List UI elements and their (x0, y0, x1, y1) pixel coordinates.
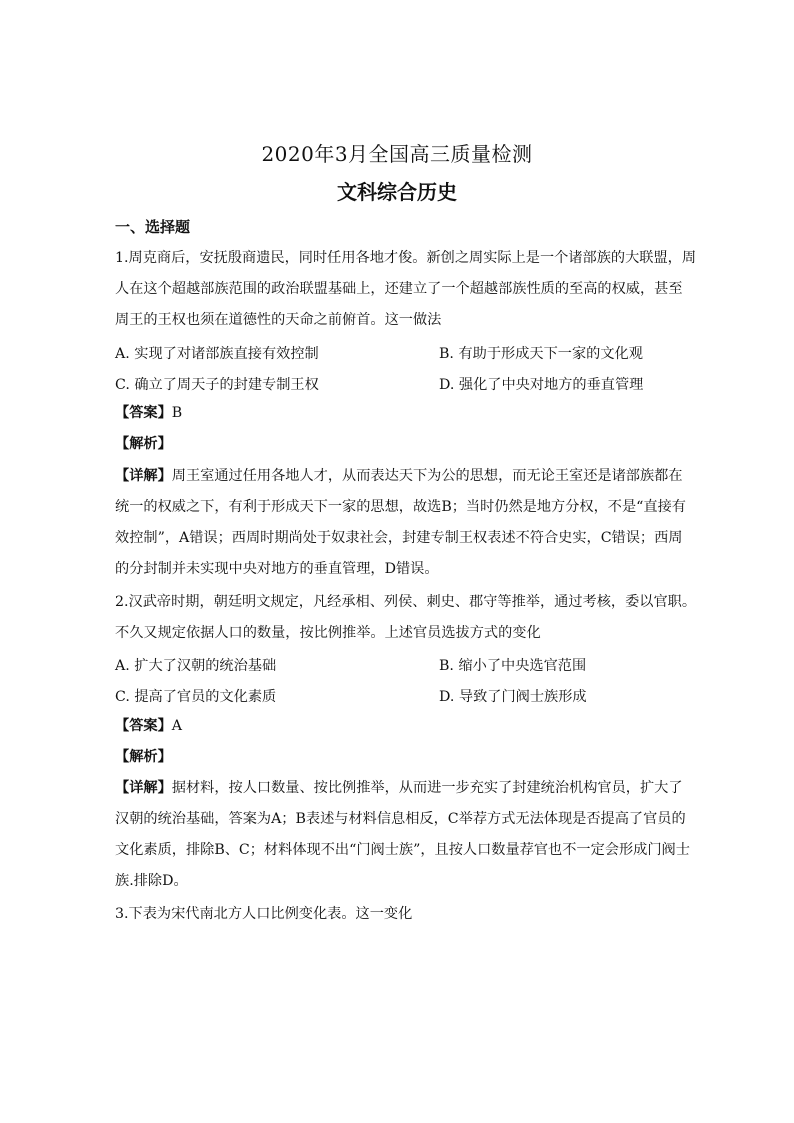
q1-option-a: A. 实现了对诸部族直接有效控制 (115, 346, 319, 362)
page-title: 2020年3月全国高三质量检测 (261, 142, 533, 166)
q2-detail-line-1 (115, 778, 683, 798)
q1-option-b: B. 有助于形成天下一家的文化观 (439, 346, 643, 362)
q1-analysis-tag: 【解析】 (115, 436, 172, 452)
q1-option-d: D. 强化了中央对地方的垂直管理 (439, 377, 644, 393)
q2-detail-line-4: 族.排除D。 (115, 873, 188, 889)
section-heading: 一、选择题 (115, 218, 191, 236)
q2-detail-line-2: 汉朝的统治基础，答案为A；B表述与材料信息相反，C举荐方式无法体现是否提高了官员的 (115, 811, 686, 827)
q3-stem-line-1: 3.下表为宋代南北方人口比例变化表。这一变化 (115, 906, 413, 922)
q2-stem-line-1: 2.汉武帝时期，朝廷明文规定，凡经承相、列侯、刺史、郡守等推举，通过考核，委以官职。 (115, 594, 697, 610)
q1-detail-line-2: 统一的权威之下，有利于形成天下一家的思想，故选B；当时仍然是地方分权，不是“直接有 (115, 499, 686, 515)
q2-answer (115, 716, 182, 736)
q1-stem-line-3: 周王的王权也须在道德性的天命之前俯首。这一做法 (115, 312, 442, 328)
answer-tag: 【答案】 (115, 405, 172, 421)
answer-value: A (171, 718, 183, 734)
q2-option-d: D. 导致了门阀士族形成 (439, 689, 587, 705)
page-subtitle: 文科综合历史 (337, 180, 457, 204)
detail-text: 周王室通过任用各地人才，从而表达天下为公的思想，而无论王室还是诸部族都在 (171, 468, 683, 484)
q2-analysis-tag: 【解析】 (115, 749, 172, 765)
q2-option-b: B. 缩小了中央选官范围 (439, 658, 587, 674)
q2-detail-line-3: 文化素质，排除B、C；材料体现不出“门阀士族”，且按人口数量荐官也不一定会形成门阀士 (115, 842, 690, 858)
q1-detail-line-3: 效控制”，A错误；西周时期尚处于奴隶社会，封建专制王权表述不符合史实，C错误；西周 (115, 530, 683, 546)
detail-tag: 【详解】 (115, 468, 172, 484)
q1-detail-line-4: 的分封制并未实现中央对地方的垂直管理，D错误。 (115, 561, 439, 577)
q1-stem-line-2: 人在这个超越部族范围的政治联盟基础上，还建立了一个超越部族性质的至高的权威，甚至 (115, 281, 683, 297)
detail-tag: 【详解】 (115, 780, 172, 796)
q1-answer (115, 403, 182, 423)
answer-tag: 【答案】 (115, 718, 172, 734)
detail-text: 据材料，按人口数量、按比例推举，从而进一步充实了封建统治机构官员，扩大了 (171, 780, 683, 796)
q2-stem-line-2: 不久又规定依据人口的数量，按比例推举。上述官员选拔方式的变化 (115, 625, 541, 641)
q1-option-c: C. 确立了周天子的封建专制王权 (115, 377, 319, 393)
q2-option-a: A. 扩大了汉朝的统治基础 (115, 658, 277, 674)
q1-detail-line-1 (115, 466, 683, 486)
q1-stem-line-1: 1.周克商后，安抚殷商遗民，同时任用各地才俊。新创之周实际上是一个诸部族的大联盟，周 (115, 250, 697, 266)
answer-value: B (171, 405, 183, 421)
q2-option-c: C. 提高了官员的文化素质 (115, 689, 277, 705)
